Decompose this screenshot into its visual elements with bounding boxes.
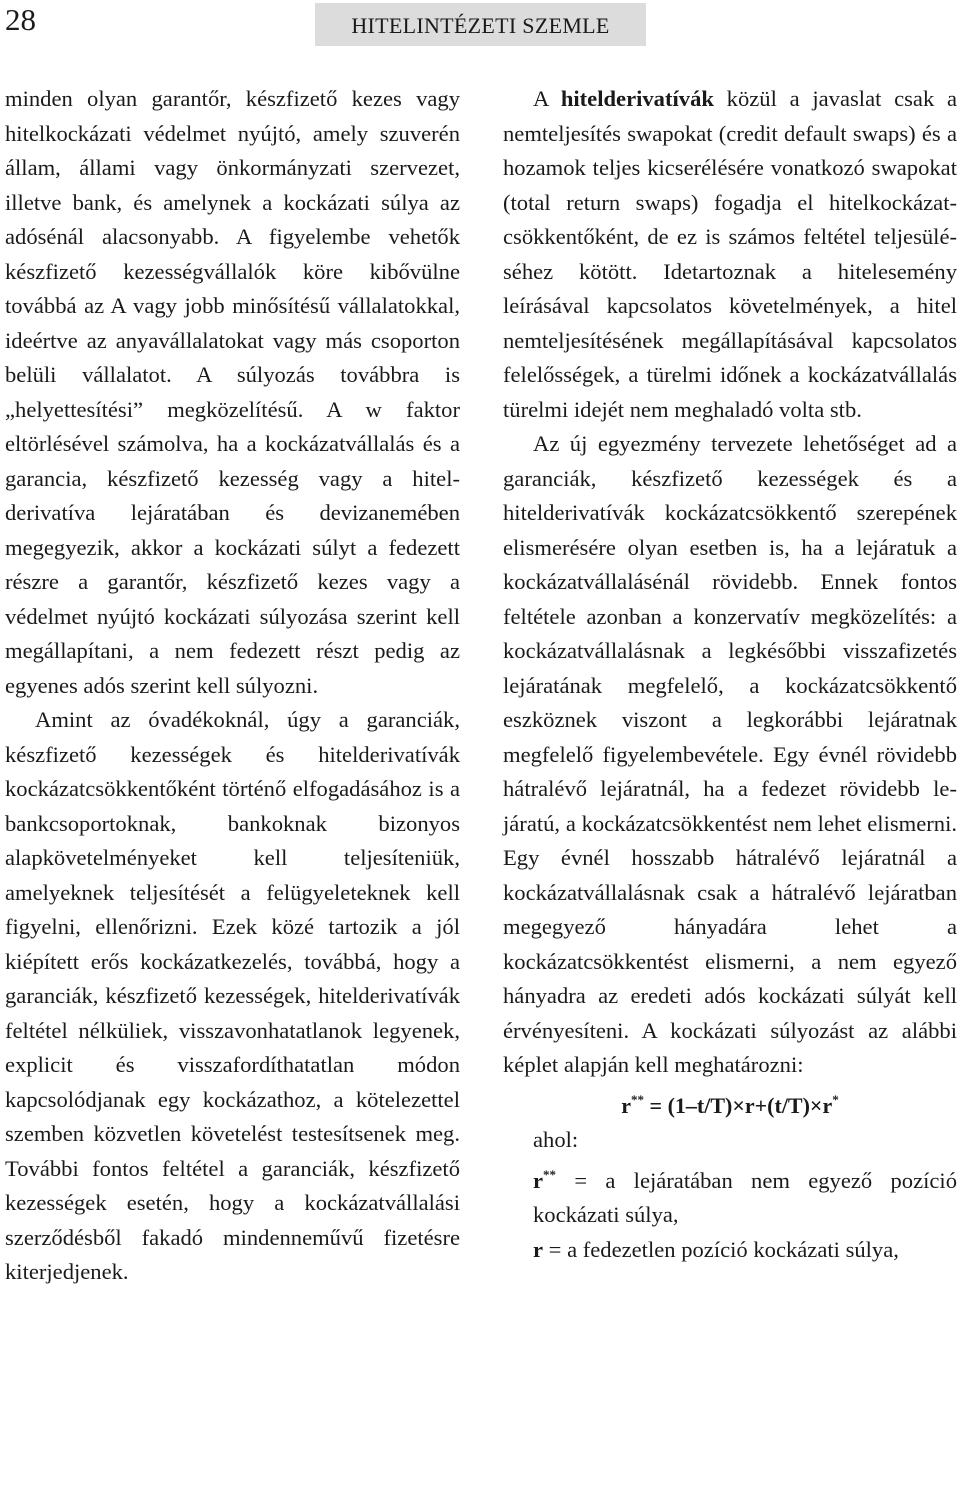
formula-symbol: r xyxy=(621,1092,632,1118)
definition-r-double-star xyxy=(503,1158,957,1233)
right-column xyxy=(503,82,957,1267)
definition-2-text: = a fedezetlen pozíció kockázati súlya, xyxy=(543,1236,899,1262)
formula-superscript-1: ** xyxy=(631,1091,645,1107)
journal-title: HITELINTÉZETI SZEMLE xyxy=(315,3,646,46)
formula-superscript-2: * xyxy=(832,1091,839,1107)
right-paragraph-1 xyxy=(503,82,957,427)
left-column xyxy=(5,82,460,1290)
right-paragraph-1-start: A xyxy=(533,86,561,111)
definition-1-text: = a lejáratában nem egyező pozíció kockázati súlya, xyxy=(533,1167,957,1227)
left-paragraph-2: Amint az óvadékoknál, úgy a garanciák, készfizető kezességek és hitelderivatívák kockázatcsökkentőként történő elfogadásához is a bankcsoportoknak, bankoknak bizonyos alapkövetelményeket kell teljesíteniük, amelyeknek teljesítését a felügyeleteknek kell figyelni, ellenőrizni. Ezek közé tartozik a jól kiépített erős kockázatkezelés, továbbá, hogy a garanciák, készfizető kezességek, hitelderivatívák feltétel nélküliek, visszavonhatatlanok legyenek, explicit és visszafordíthatatlan módon kapcsolódjanak egy kockázathoz, a kötelezettel szemben közvetlen követelést testesítsenek meg. További fontos feltétel a garanciák, készfizető kezességek esetén, hogy a kockázatvállalási szerződésből fakadó mindenneművű fizetésre kiterjedjenek. xyxy=(5,707,460,1284)
where-label: ahol: xyxy=(533,1127,579,1152)
risk-weight-formula xyxy=(503,1083,957,1124)
bold-term-hitelderivativak: hitelderivatívák xyxy=(560,86,714,111)
definition-1-symbol: r** xyxy=(533,1166,557,1193)
definition-2-symbol: r xyxy=(533,1236,544,1262)
right-paragraph-2: Az új egyezmény tervezete lehetőséget ad a garanciák, készfizető kezességek és a hitelderivatívák kockázatcsökkentő szerepének elismerésére olyan esetben is, ha a lejáratuk a kockázatvállalásénál rövidebb. Ennek fontos feltétele azonban a konzervatív megközelítés: a kockázatvállalásnak a legkésőbbi visszafizetés lejáratának megfelelő, a kockázatcsökkentő eszköznek viszont a legkorábbi lejáratnak megfelelő figyelembevétele. Egy évnél rövidebb hátralévő lejáratnál, ha a fedezet rövidebb lejáratú, a kockázatcsökkentést nem lehet elismerni. Egy évnél hosszabb hátralévő lejáratnál a kockázatvállalásnak csak a hátralévő lejáratban megegyező hányadára lehet a kockázatcsökkentést elismerni, a nem egyező hányadra az eredeti adós kockázati súlyát kell érvényesíteni. A kockázati súlyozást az alábbi képlet alapján kell meghatározni: xyxy=(503,431,957,1077)
formula-expression: = (1–t/T)×r+(t/T)×r xyxy=(644,1092,833,1118)
right-paragraph-1-rest: közül a javaslat csak a nemteljesítés swapokat (credit default swaps) és a hozamok teljes kicserélésére vonatkozó swapokat (total return swaps) fogadja el hitelkockázat-csökkentőként, de ez is számos feltétel teljesüléséhez kötött. Idetartoznak a hitelesemény leírásával kapcsolatos követelmények, a hitel nemteljesítésének megállapításával kapcsolatos felelősségek, a türelmi időnek a kockázatvállalás türelmi idejét nem meghaladó volta stb. xyxy=(503,86,958,422)
left-paragraph-1: minden olyan garantőr, készfizető kezes vagy hitelkockázati védelmet nyújtó, amely szuverén állam, állami vagy önkormányzati szervezet, illetve bank, és amelynek a kockázati súlya az adósénál alacsonyabb. A figyelembe vehetők készfizető kezességvállalók köre kibővülne továbbá az A vagy jobb minősítésű vállalatokkal, ideértve az anyavállalatokat vagy más csoporton belüli vállalatot. A súlyozás továbbra is „helyettesítési” megközelítésű. A w faktor eltörlésével számolva, ha a kockázatvállalás és a garancia, készfizető kezesség vagy a hitelderivatíva lejáratában és devizanemében megegyezik, akkor a kockázati súlyt a fedezett részre a garantőr, készfizető kezes vagy a védelmet nyújtó kockázati súlyozása szerint kell megállapítani, a nem fedezett részt pedig az egyenes adós szerint kell súlyozni. xyxy=(5,86,460,698)
definition-r xyxy=(503,1233,957,1268)
page-number: 28 xyxy=(5,2,36,37)
